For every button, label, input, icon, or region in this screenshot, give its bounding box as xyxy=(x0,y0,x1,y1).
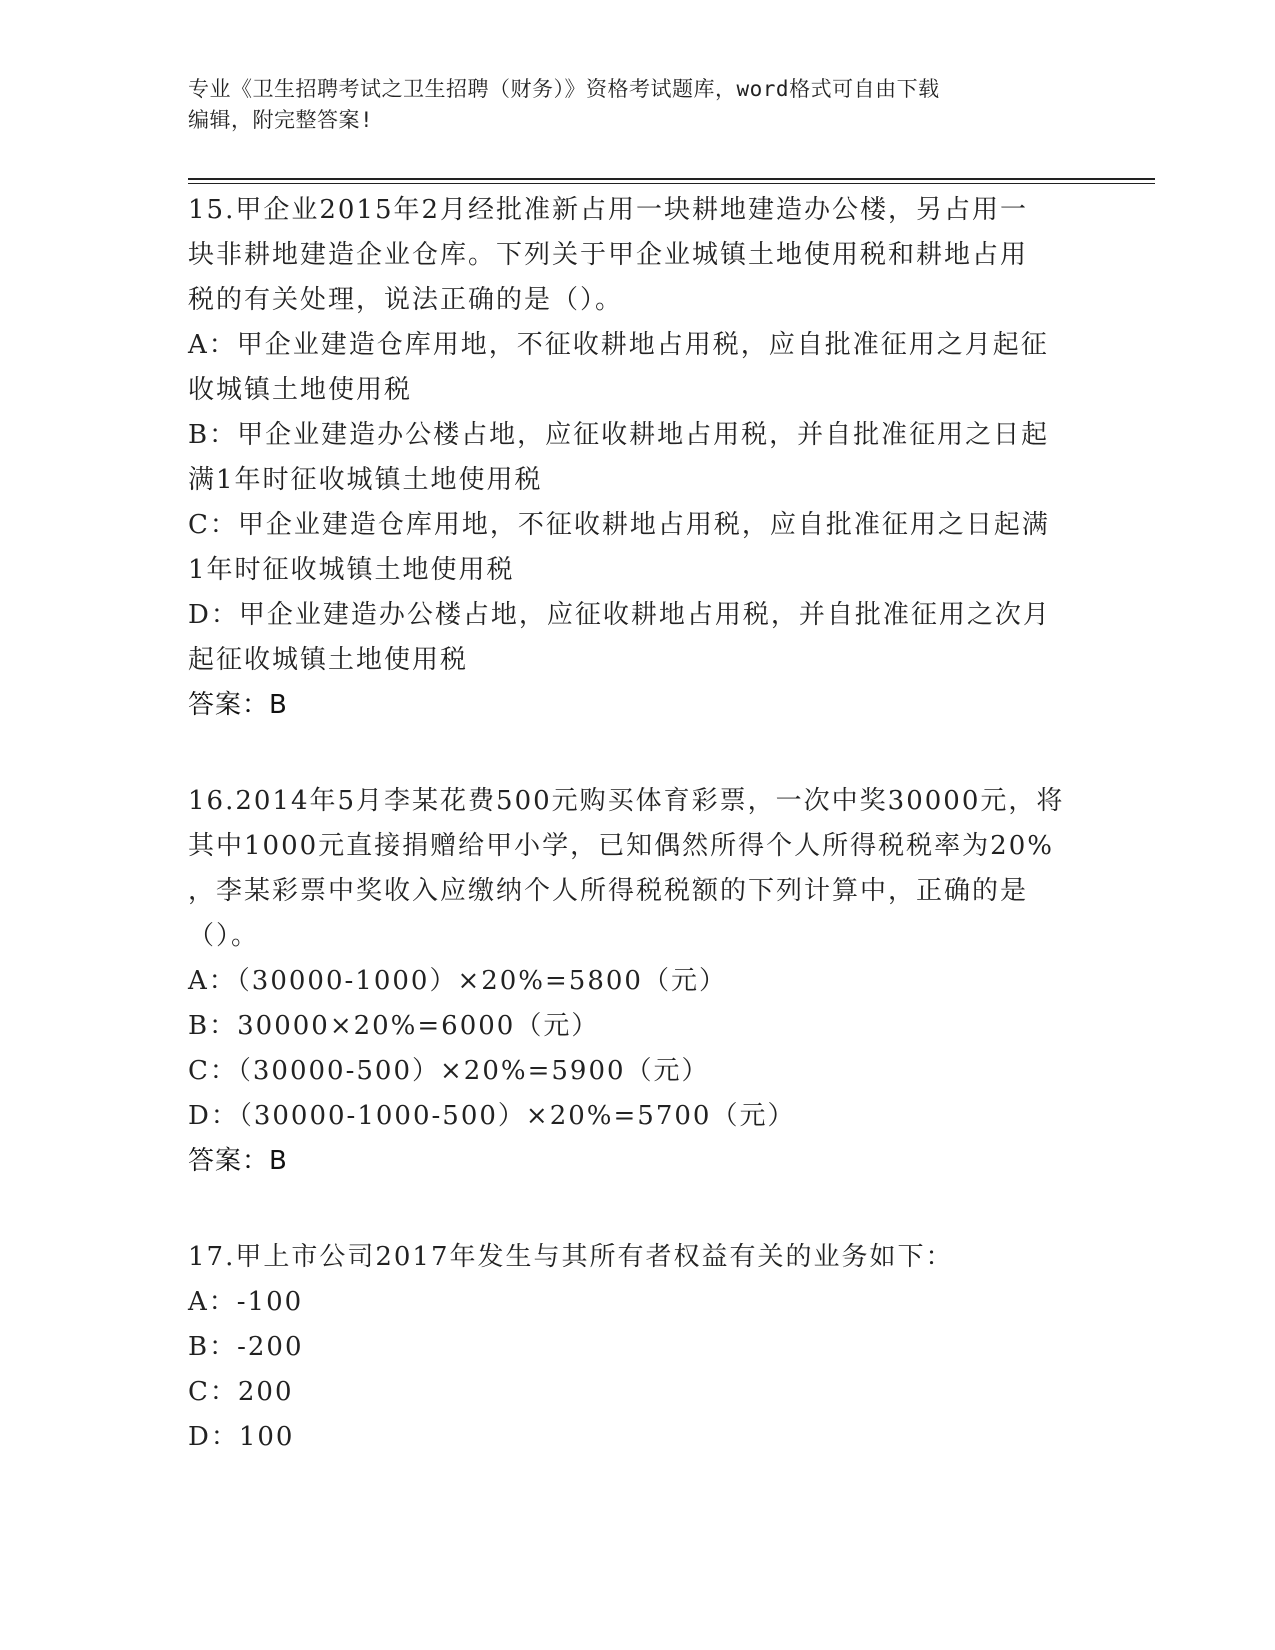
document-header xyxy=(188,74,1068,136)
header-line-2: 编辑，附完整答案! xyxy=(188,108,374,132)
question-text-line: 其中1000元直接捐赠给甲小学，已知偶然所得个人所得税税率为20% xyxy=(188,831,1054,861)
question-text-line: 块非耕地建造企业仓库。下列关于甲企业城镇土地使用税和耕地占用 xyxy=(188,240,1029,270)
question-15 xyxy=(188,188,1088,728)
question-text-line: （）。 xyxy=(188,921,260,951)
header-divider-thin xyxy=(188,183,1155,184)
option-b-line: B：甲企业建造办公楼占地，应征收耕地占用税，并自批准征用之日起 xyxy=(188,420,1050,450)
option-c-line: C：（30000-500）×20%=5900（元） xyxy=(188,1056,710,1086)
option-b-line: 满1年时征收城镇土地使用税 xyxy=(188,465,543,495)
question-text-line: 15.甲企业2015年2月经批准新占用一块耕地建造办公楼，另占用一 xyxy=(188,195,1029,225)
option-b-line: B：30000×20%=6000（元） xyxy=(188,1011,600,1041)
question-16 xyxy=(188,779,1088,1184)
option-c-line: 1年时征收城镇土地使用税 xyxy=(188,555,515,585)
question-17 xyxy=(188,1235,1088,1460)
question-text-line: 16.2014年5月李某花费500元购买体育彩票，一次中奖30000元，将 xyxy=(188,786,1065,816)
question-text-line: ，李某彩票中奖收入应缴纳个人所得税税额的下列计算中，正确的是 xyxy=(188,876,1029,906)
option-d-line: D：甲企业建造办公楼占地，应征收耕地占用税，并自批准征用之次月 xyxy=(188,600,1051,630)
option-d-line: D：100 xyxy=(188,1422,295,1452)
option-d-line: D：（30000-1000-500）×20%=5700（元） xyxy=(188,1101,796,1131)
header-line-1: 专业《卫生招聘考试之卫生招聘（财务）》资格考试题库，word格式可自由下载 xyxy=(188,77,940,101)
answer-label: 答案：B xyxy=(188,690,288,720)
option-a-line: A：（30000-1000）×20%=5800（元） xyxy=(188,966,727,996)
option-a-line: A：甲企业建造仓库用地，不征收耕地占用税，应自批准征用之月起征 xyxy=(188,330,1049,360)
header-divider xyxy=(188,178,1155,180)
question-text-line: 17.甲上市公司2017年发生与其所有者权益有关的业务如下： xyxy=(188,1242,954,1272)
option-a-line: A：-100 xyxy=(188,1287,304,1317)
question-text-line: 税的有关处理，说法正确的是（）。 xyxy=(188,285,624,315)
answer-label: 答案：B xyxy=(188,1146,288,1176)
option-d-line: 起征收城镇土地使用税 xyxy=(188,645,469,675)
option-c-line: C：200 xyxy=(188,1377,294,1407)
option-a-line: 收城镇土地使用税 xyxy=(188,375,413,405)
option-c-line: C：甲企业建造仓库用地，不征收耕地占用税，应自批准征用之日起满 xyxy=(188,510,1050,540)
option-b-line: B：-200 xyxy=(188,1332,304,1362)
